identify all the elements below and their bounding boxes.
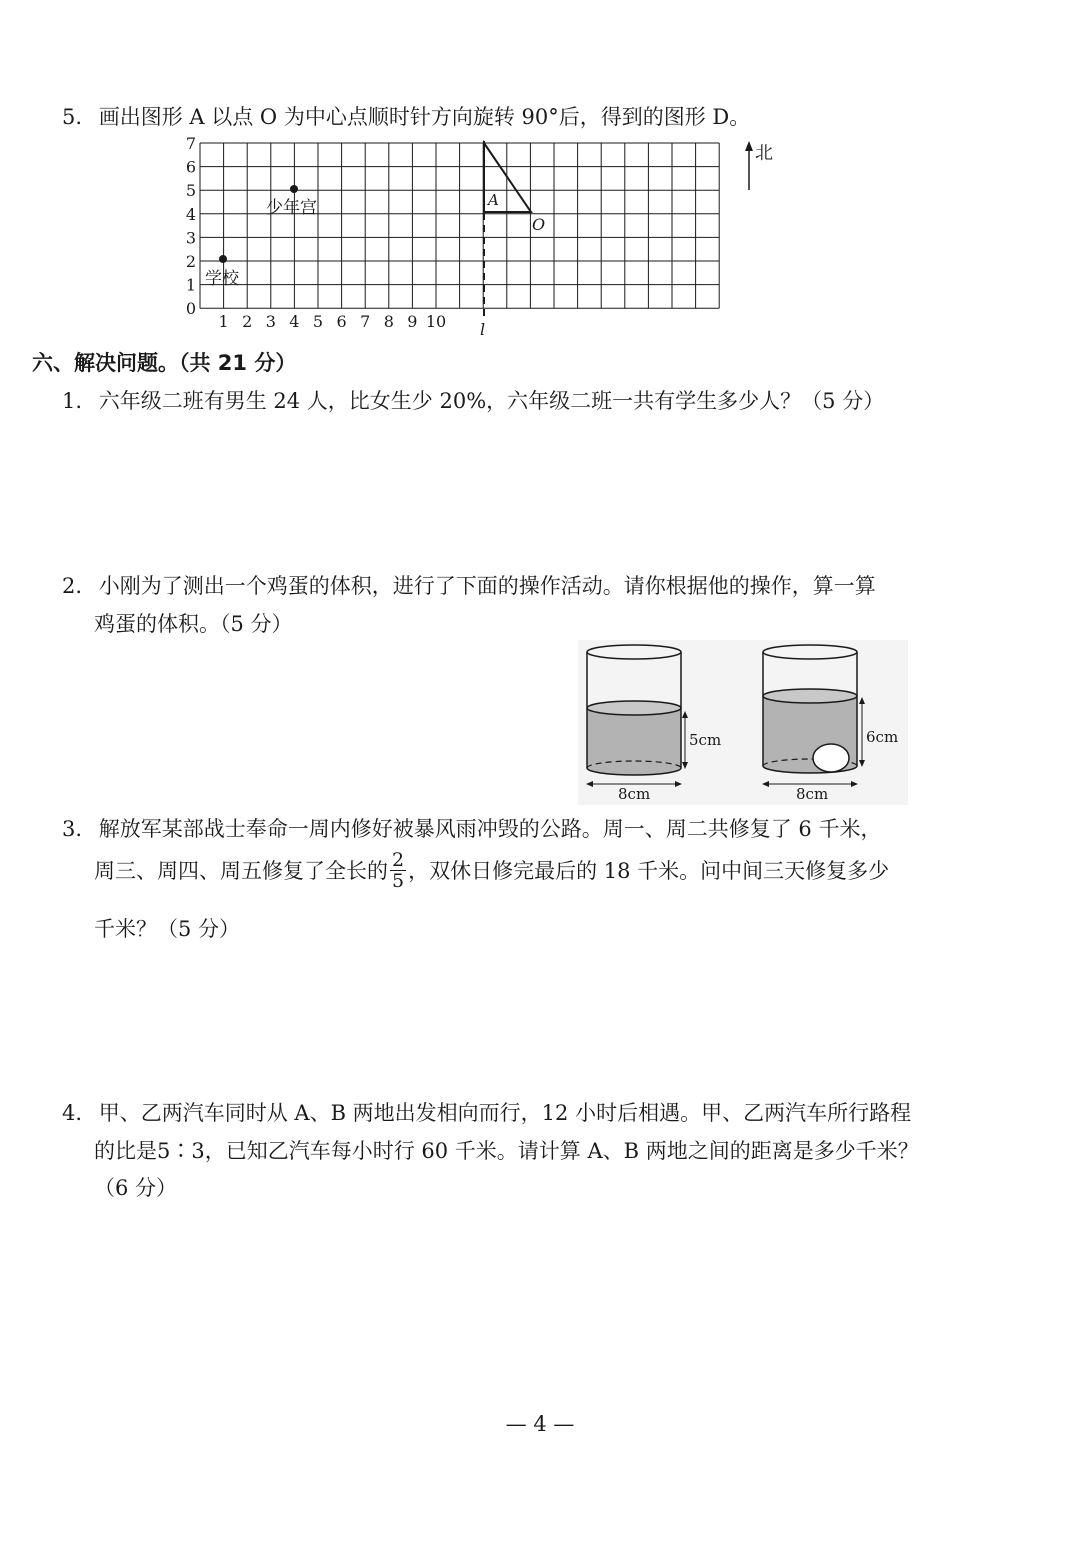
question-text: 画出图形 A 以点 O 为中心点顺时针方向旋转 90°后，得到的图形 D。 <box>98 105 751 129</box>
cylinder-2-height: 6cm <box>866 728 899 746</box>
y-tick-label: 0 <box>185 299 196 319</box>
cylinder-1-width: 8cm <box>618 785 651 803</box>
north-arrow-icon <box>745 141 753 190</box>
x-tick-label: 8 <box>383 312 394 332</box>
problem-number: 3. <box>62 817 83 841</box>
label-o: O <box>532 215 546 234</box>
y-tick-label: 7 <box>185 135 196 153</box>
label-north: 北 <box>755 143 773 164</box>
problem-4-line2: 的比是5∶3，已知乙汽车每小时行 60 千米。请计算 A、B 两地之间的距离是多少千米？ <box>94 1139 919 1163</box>
x-tick-label: 1 <box>218 312 229 332</box>
cylinder-2-width: 8cm <box>796 785 829 803</box>
fraction-denominator: 5 <box>392 870 405 892</box>
problem-4-line3: （6 分） <box>94 1176 178 1200</box>
cylinder-1-height: 5cm <box>689 731 722 749</box>
fraction-two-fifths <box>390 850 406 891</box>
label-a: A <box>488 191 499 209</box>
coordinate-grid-figure <box>180 135 780 340</box>
problem-3-line3: 千米？（5 分） <box>94 917 241 941</box>
page-number: — 4 — <box>505 1412 575 1436</box>
problem-number: 1. <box>62 389 83 413</box>
label-school: 学校 <box>205 269 239 289</box>
school-point <box>219 255 227 263</box>
y-tick-label: 6 <box>185 157 196 177</box>
problem-text-line1: 小刚为了测出一个鸡蛋的体积，进行了下面的操作活动。请你根据他的操作，算一算 <box>98 574 876 598</box>
y-tick-label: 5 <box>185 181 196 201</box>
problem-text-line1: 甲、乙两汽车同时从 A、B 两地出发相向而行，12 小时后相遇。甲、乙两汽车所行路程 <box>98 1101 912 1125</box>
y-tick-label: 1 <box>185 275 196 295</box>
x-tick-label: 4 <box>289 312 300 332</box>
problem-number: 4. <box>62 1101 83 1125</box>
problem-1 <box>62 385 884 415</box>
x-tick-label: 3 <box>265 312 276 332</box>
y-tick-label: 4 <box>185 204 196 224</box>
cylinders-figure <box>578 640 908 805</box>
fraction-numerator: 2 <box>392 849 405 871</box>
youth-palace-point <box>290 185 298 193</box>
question-number: 5. <box>62 105 83 129</box>
problem-text: 六年级二班有男生 24 人，比女生少 20%，六年级二班一共有学生多少人？（5 分） <box>98 389 885 413</box>
problem-2 <box>62 570 876 600</box>
problem-text-line1: 解放军某部战士奉命一周内修好被暴风雨冲毁的公路。周一、周二共修复了 6 千米， <box>98 817 882 841</box>
problem-2-line2: 鸡蛋的体积。（5 分） <box>94 612 293 636</box>
problem-4 <box>62 1097 911 1127</box>
x-tick-label: 10 <box>425 312 447 332</box>
y-tick-label: 3 <box>185 228 196 248</box>
x-tick-label: 7 <box>360 312 371 332</box>
problem-3-line2 <box>94 849 890 893</box>
x-tick-label: 5 <box>312 312 324 332</box>
question-5 <box>62 101 750 131</box>
x-tick-label: 2 <box>242 312 253 332</box>
problem-3-line2-b: ，双休日修完最后的 18 千米。问中间三天修复多少 <box>408 859 890 883</box>
problem-3-line2-a: 周三、周四、周五修复了全长的 <box>94 859 388 883</box>
problem-number: 2. <box>62 574 83 598</box>
y-tick-label: 2 <box>185 252 196 271</box>
section-heading: 六、解决问题。（共 21 分） <box>32 351 297 375</box>
egg-icon <box>813 744 849 772</box>
label-youth-palace: 少年宫 <box>266 198 317 218</box>
problem-3 <box>62 813 881 843</box>
label-l: l <box>480 320 486 339</box>
x-tick-label: 9 <box>407 312 418 332</box>
x-tick-label: 6 <box>336 312 347 332</box>
